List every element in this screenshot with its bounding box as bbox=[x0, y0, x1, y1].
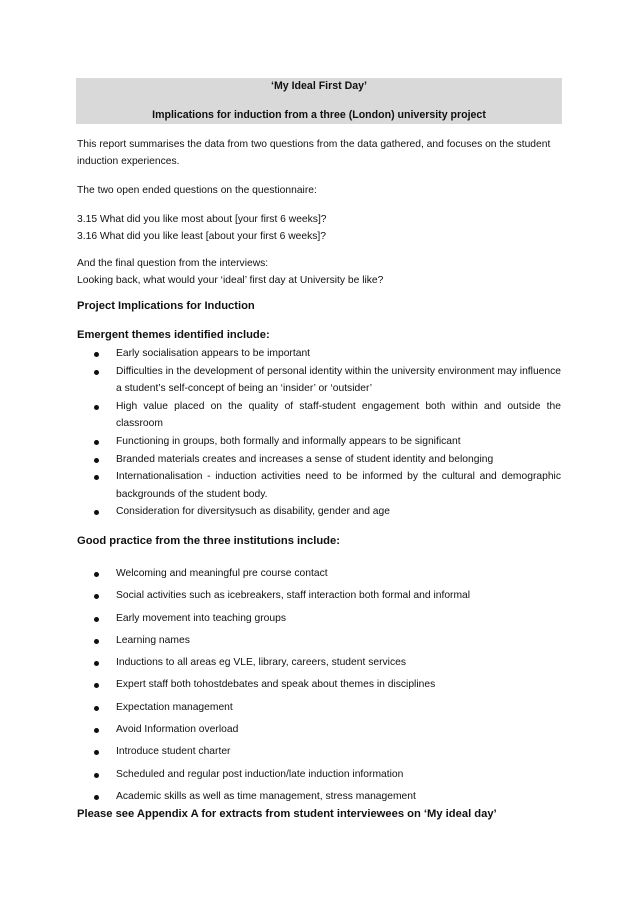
list-item: Functioning in groups, both formally and informally appears to be significant bbox=[77, 433, 561, 451]
list-item: Expectation management bbox=[77, 697, 561, 719]
good-practice-heading: Good practice from the three institutions include: bbox=[77, 535, 340, 547]
final-question-intro: And the final question from the interviews: bbox=[77, 258, 269, 269]
bullet-icon bbox=[94, 594, 99, 599]
bullet-icon bbox=[94, 370, 99, 375]
title-band bbox=[76, 78, 562, 96]
list-item: Inductions to all areas eg VLE, library, careers, student services bbox=[77, 652, 561, 674]
list-item: Scheduled and regular post induction/late induction information bbox=[77, 764, 561, 786]
bullet-icon bbox=[94, 795, 99, 800]
questions-intro: The two open ended questions on the questionnaire: bbox=[77, 185, 317, 196]
list-item: Branded materials creates and increases a sense of student identity and belonging bbox=[77, 451, 561, 469]
bullet-icon bbox=[94, 639, 99, 644]
subtitle-band bbox=[76, 106, 562, 124]
project-implications-heading: Project Implications for Induction bbox=[77, 300, 255, 312]
bullet-icon bbox=[94, 440, 99, 445]
bullet-icon bbox=[94, 510, 99, 515]
emergent-themes-list bbox=[77, 345, 561, 521]
bullet-icon bbox=[94, 683, 99, 688]
appendix-note: Please see Appendix A for extracts from student interviewees on ‘My ideal day’ bbox=[77, 808, 497, 820]
list-item: Avoid Information overload bbox=[77, 719, 561, 741]
list-item: Difficulties in the development of personal identity within the university environment may influence a student’s self-concept of being an ‘insider’ or ‘outsider’ bbox=[77, 363, 561, 398]
bullet-icon bbox=[94, 773, 99, 778]
document-subtitle: Implications for induction from a three (London) university project bbox=[152, 109, 486, 121]
title-band-spacer bbox=[76, 96, 562, 106]
question-3-16: 3.16 What did you like least [about your first 6 weeks]? bbox=[77, 231, 326, 242]
list-item: Expert staff both tohostdebates and speak about themes in disciplines bbox=[77, 674, 561, 696]
list-item: Early movement into teaching groups bbox=[77, 608, 561, 630]
bullet-icon bbox=[94, 405, 99, 410]
bullet-icon bbox=[94, 706, 99, 711]
final-question: Looking back, what would your ‘ideal’ first day at University be like? bbox=[77, 275, 384, 286]
bullet-icon bbox=[94, 661, 99, 666]
bullet-icon bbox=[94, 475, 99, 480]
bullet-icon bbox=[94, 750, 99, 755]
list-item: Academic skills as well as time management, stress management bbox=[77, 786, 561, 808]
intro-paragraph: This report summarises the data from two questions from the data gathered, and focuses on the student induction experiences. bbox=[77, 139, 551, 167]
list-item: Learning names bbox=[77, 630, 561, 652]
question-3-15: 3.15 What did you like most about [your first 6 weeks]? bbox=[77, 214, 327, 225]
list-item: Welcoming and meaningful pre course contact bbox=[77, 563, 561, 585]
bullet-icon bbox=[94, 572, 99, 577]
document-title: ‘My Ideal First Day’ bbox=[271, 80, 367, 92]
emergent-themes-heading: Emergent themes identified include: bbox=[77, 329, 270, 341]
bullet-icon bbox=[94, 617, 99, 622]
bullet-icon bbox=[94, 458, 99, 463]
list-item: Internationalisation - induction activities need to be informed by the cultural and demographic backgrounds of the student body. bbox=[77, 468, 561, 503]
list-item: Consideration for diversitysuch as disability, gender and age bbox=[77, 503, 561, 521]
bullet-icon bbox=[94, 728, 99, 733]
list-item: High value placed on the quality of staff-student engagement both within and outside the classroom bbox=[77, 398, 561, 433]
good-practice-list bbox=[77, 563, 561, 808]
bullet-icon bbox=[94, 352, 99, 357]
list-item: Introduce student charter bbox=[77, 741, 561, 763]
list-item: Social activities such as icebreakers, staff interaction both formal and informal bbox=[77, 585, 561, 607]
list-item: Early socialisation appears to be important bbox=[77, 345, 561, 363]
